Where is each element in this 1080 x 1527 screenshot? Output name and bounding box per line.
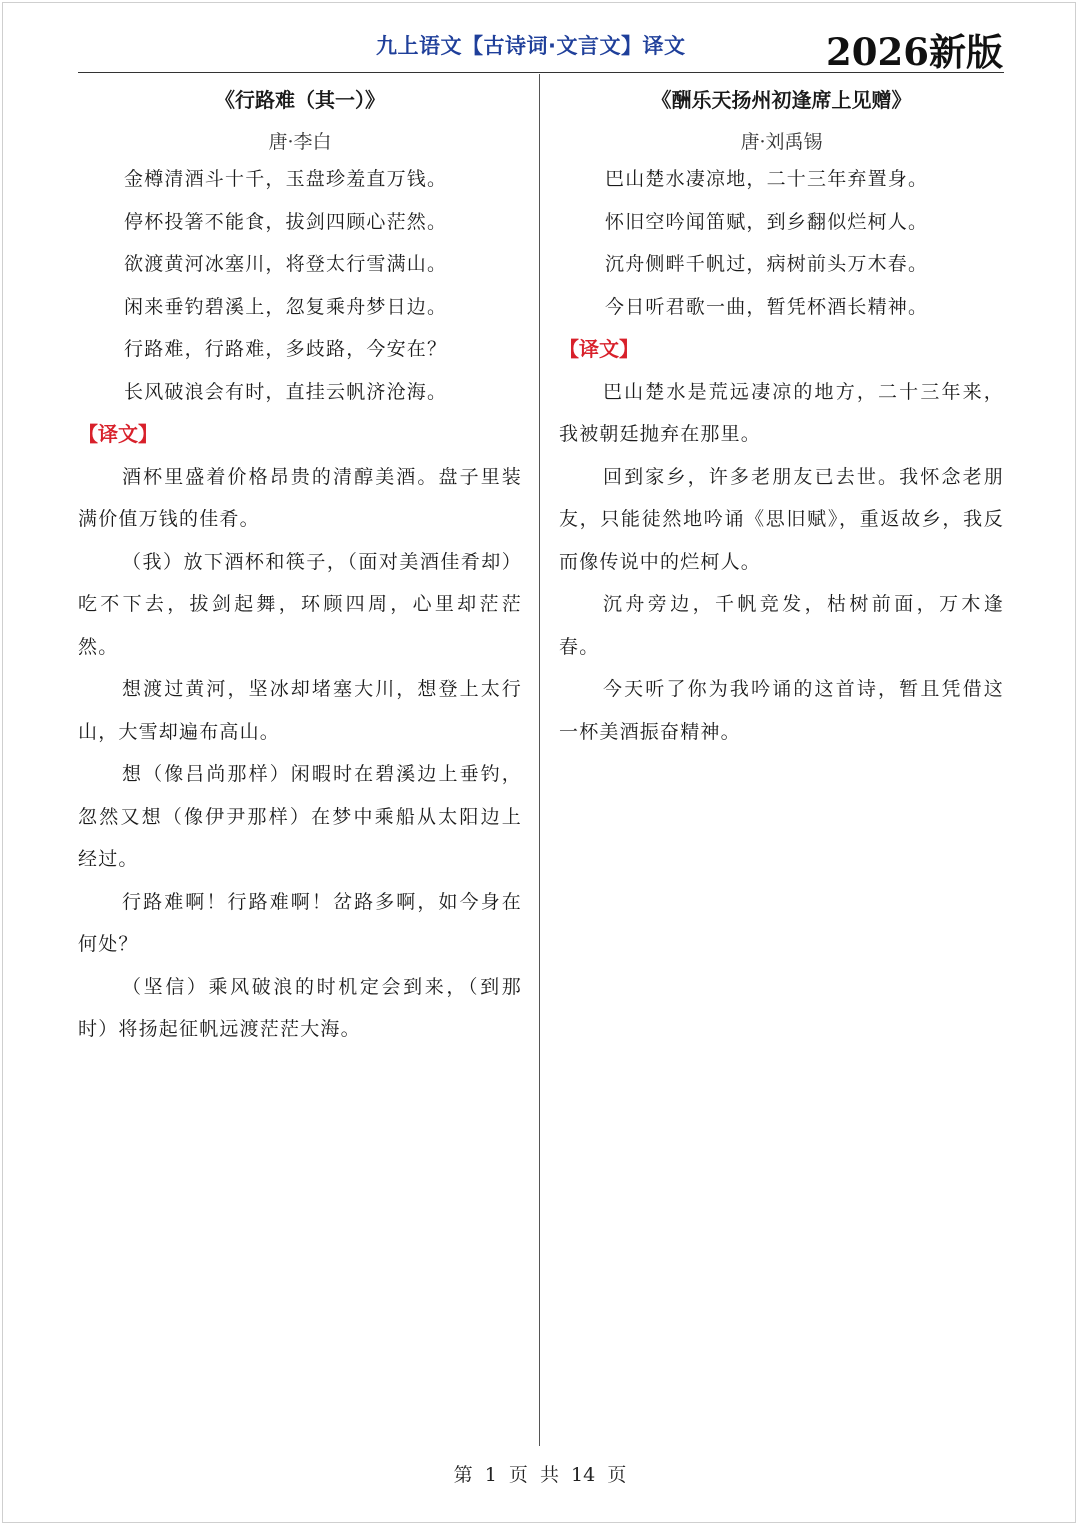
- poem-verse: 金樽清酒斗十千，玉盘珍羞直万钱。: [124, 168, 448, 190]
- poem-verse: 闲来垂钓碧溪上，忽复乘舟梦日边。: [124, 295, 448, 318]
- translation-paragraph: 回到家乡，许多老朋友已去世。我怀念老朋友，只能徒然地吟诵《思旧赋》，重返故乡，我反而像传说中的烂柯人。: [559, 465, 1004, 573]
- translation-paragraph: （我）放下酒杯和筷子，（面对美酒佳肴却）吃不下去，拔剑起舞，环顾四周，心里却茫茫然。: [78, 550, 522, 658]
- edition-label: 2026新版: [826, 30, 1003, 74]
- poem-verse: 行路难，行路难，多歧路，今安在？: [124, 338, 448, 360]
- translation-paragraph: 酒杯里盛着价格昂贵的清醇美酒。盘子里装满价值万钱的佳肴。: [78, 465, 522, 530]
- left-column: [78, 84, 522, 1051]
- translation-paragraph: 行路难啊！行路难啊！岔路多啊，如今身在何处？: [78, 890, 522, 955]
- translation-paragraph: （坚信）乘风破浪的时机定会到来，（到那时）将扬起征帆远渡茫茫大海。: [78, 975, 522, 1040]
- header-divider: [78, 72, 1004, 73]
- poem-verse: 停杯投箸不能食，拔剑四顾心茫然。: [124, 210, 448, 233]
- translation-paragraph: 想渡过黄河，坚冰却堵塞大川，想登上太行山，大雪却遍布高山。: [78, 678, 522, 743]
- translation-paragraph: 今天听了你为我吟诵的这首诗，暂且凭借这一杯美酒振奋精神。: [559, 678, 1004, 743]
- poem-author: 唐·李白: [268, 131, 332, 153]
- poem-verse: 欲渡黄河冰塞川，将登太行雪满山。: [124, 253, 448, 275]
- poem-verse: 今日听君歌一曲，暂凭杯酒长精神。: [605, 295, 929, 318]
- translation-paragraph: 巴山楚水是荒远凄凉的地方，二十三年来，我被朝廷抛弃在那里。: [559, 380, 1004, 445]
- poem-verse: 巴山楚水凄凉地，二十三年弃置身。: [605, 168, 929, 190]
- poem-verse: 怀旧空吟闻笛赋，到乡翻似烂柯人。: [605, 210, 929, 233]
- column-divider: [539, 74, 540, 1446]
- page-number: 第 1 页 共 14 页: [453, 1464, 627, 1486]
- poem-title: 《酬乐天扬州初逢席上见赠》: [651, 88, 912, 112]
- document-header-title: 九上语文【古诗词·文言文】译文: [376, 34, 686, 58]
- translation-paragraph: 沉舟旁边，千帆竞发，枯树前面，万木逢春。: [559, 593, 1004, 658]
- poem-author: 唐·刘禹锡: [740, 131, 823, 153]
- translation-label: 【译文】: [78, 422, 158, 446]
- right-column: [559, 84, 1004, 753]
- translation-label: 【译文】: [559, 337, 639, 361]
- poem-verse: 长风破浪会有时，直挂云帆济沧海。: [124, 380, 448, 403]
- poem-title: 《行路难（其一）》: [215, 88, 385, 112]
- poem-verse: 沉舟侧畔千帆过，病树前头万木春。: [605, 253, 929, 275]
- translation-paragraph: 想（像吕尚那样）闲暇时在碧溪边上垂钓，忽然又想（像伊尹那样）在梦中乘船从太阳边上经过。: [78, 763, 522, 870]
